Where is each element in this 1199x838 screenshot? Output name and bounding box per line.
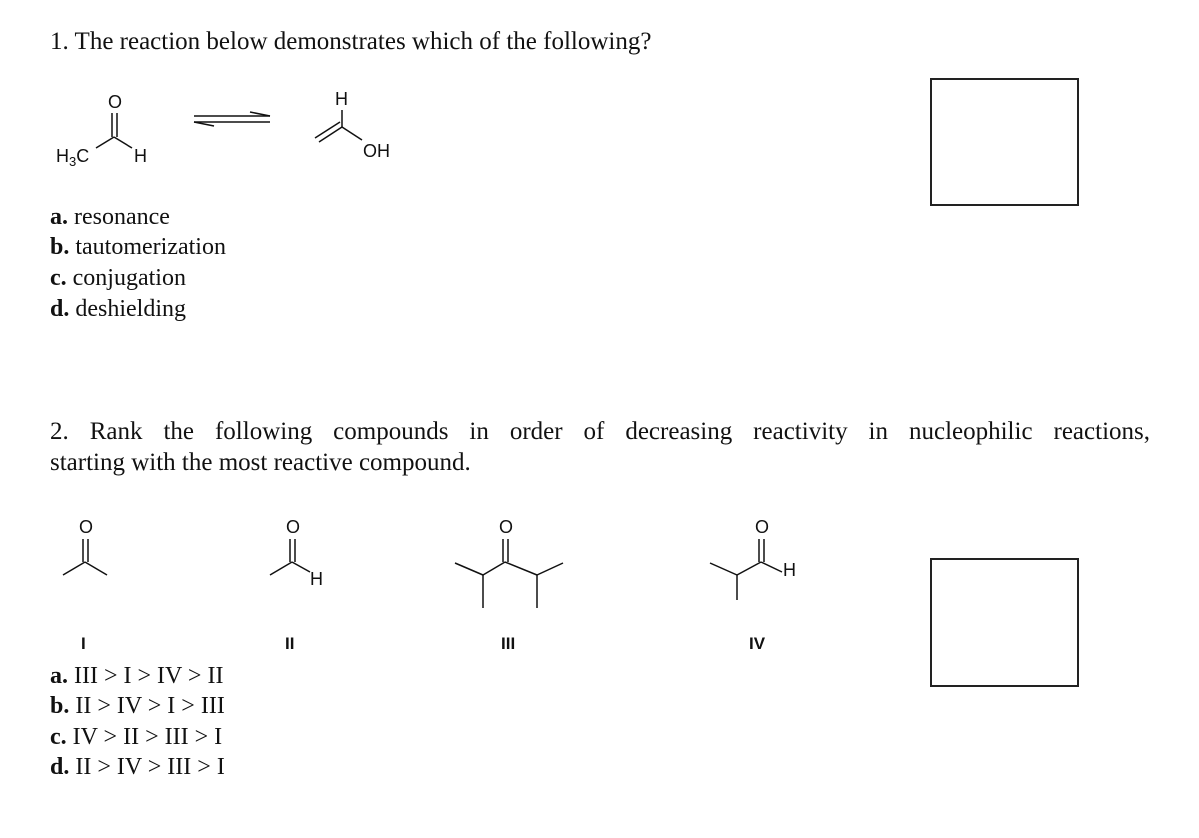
option-text: II > IV > III > I [75,754,225,780]
question-2-line-2: starting with the most reactive compound. [50,449,471,476]
option-text: resonance [74,204,170,230]
enol-structure [305,85,415,170]
compound-iv-structure [705,515,805,610]
option-letter: b. [50,234,70,260]
q1-option-a[interactable] [50,202,170,232]
compound-iii-structure [450,515,570,615]
q2-option-b[interactable] [50,691,225,721]
option-text: tautomerization [75,234,226,260]
methyl-label: $H_3C$ [56,146,90,169]
answer-box-1[interactable] [930,78,1079,206]
hydrogen-label: H [134,146,147,166]
q2-option-c[interactable] [50,722,222,752]
question-2-line-1: 2. Rank the following compounds in order of decreasing reactivity in nucleophilic reactions, [50,418,1150,445]
hydrogen-label: H [783,560,796,580]
compound-label-iii: III [501,634,516,653]
oxygen-label: O [755,517,770,537]
oxygen-label: O [108,92,123,112]
option-text: IV > II > III > I [72,724,223,750]
oxygen-label: O [499,517,514,537]
option-letter: c. [50,724,67,750]
q1-option-b[interactable] [50,232,226,262]
option-text: II > IV > I > III [75,693,225,719]
option-letter: d. [50,296,70,322]
option-letter: a. [50,204,68,230]
q2-option-d[interactable] [50,752,225,782]
option-letter: a. [50,663,68,689]
hydrogen-label: H [310,569,323,589]
question-1-text: 1. The reaction below demonstrates which of the following? [50,28,652,55]
compound-label-i: I [81,634,86,653]
compound-label-iv: IV [749,634,766,653]
q1-option-d[interactable] [50,294,186,324]
option-letter: d. [50,754,70,780]
option-text: deshielding [75,296,187,322]
oxygen-label: O [286,517,301,537]
option-letter: b. [50,693,70,719]
q1-option-c[interactable] [50,263,186,293]
option-text: III > I > IV > II [74,663,224,689]
compound-ii-structure [262,515,342,590]
oxygen-label: O [79,517,94,537]
equilibrium-arrows-icon [190,110,275,130]
hydrogen-label: H [335,89,348,109]
hydroxyl-label: OH [363,141,390,161]
answer-box-2[interactable] [930,558,1079,687]
option-letter: c. [50,265,67,291]
compound-label-ii: II [285,634,295,653]
option-text: conjugation [72,265,186,291]
compound-i-structure [55,515,125,585]
q2-option-a[interactable] [50,661,223,691]
acetaldehyde-structure [50,85,170,170]
